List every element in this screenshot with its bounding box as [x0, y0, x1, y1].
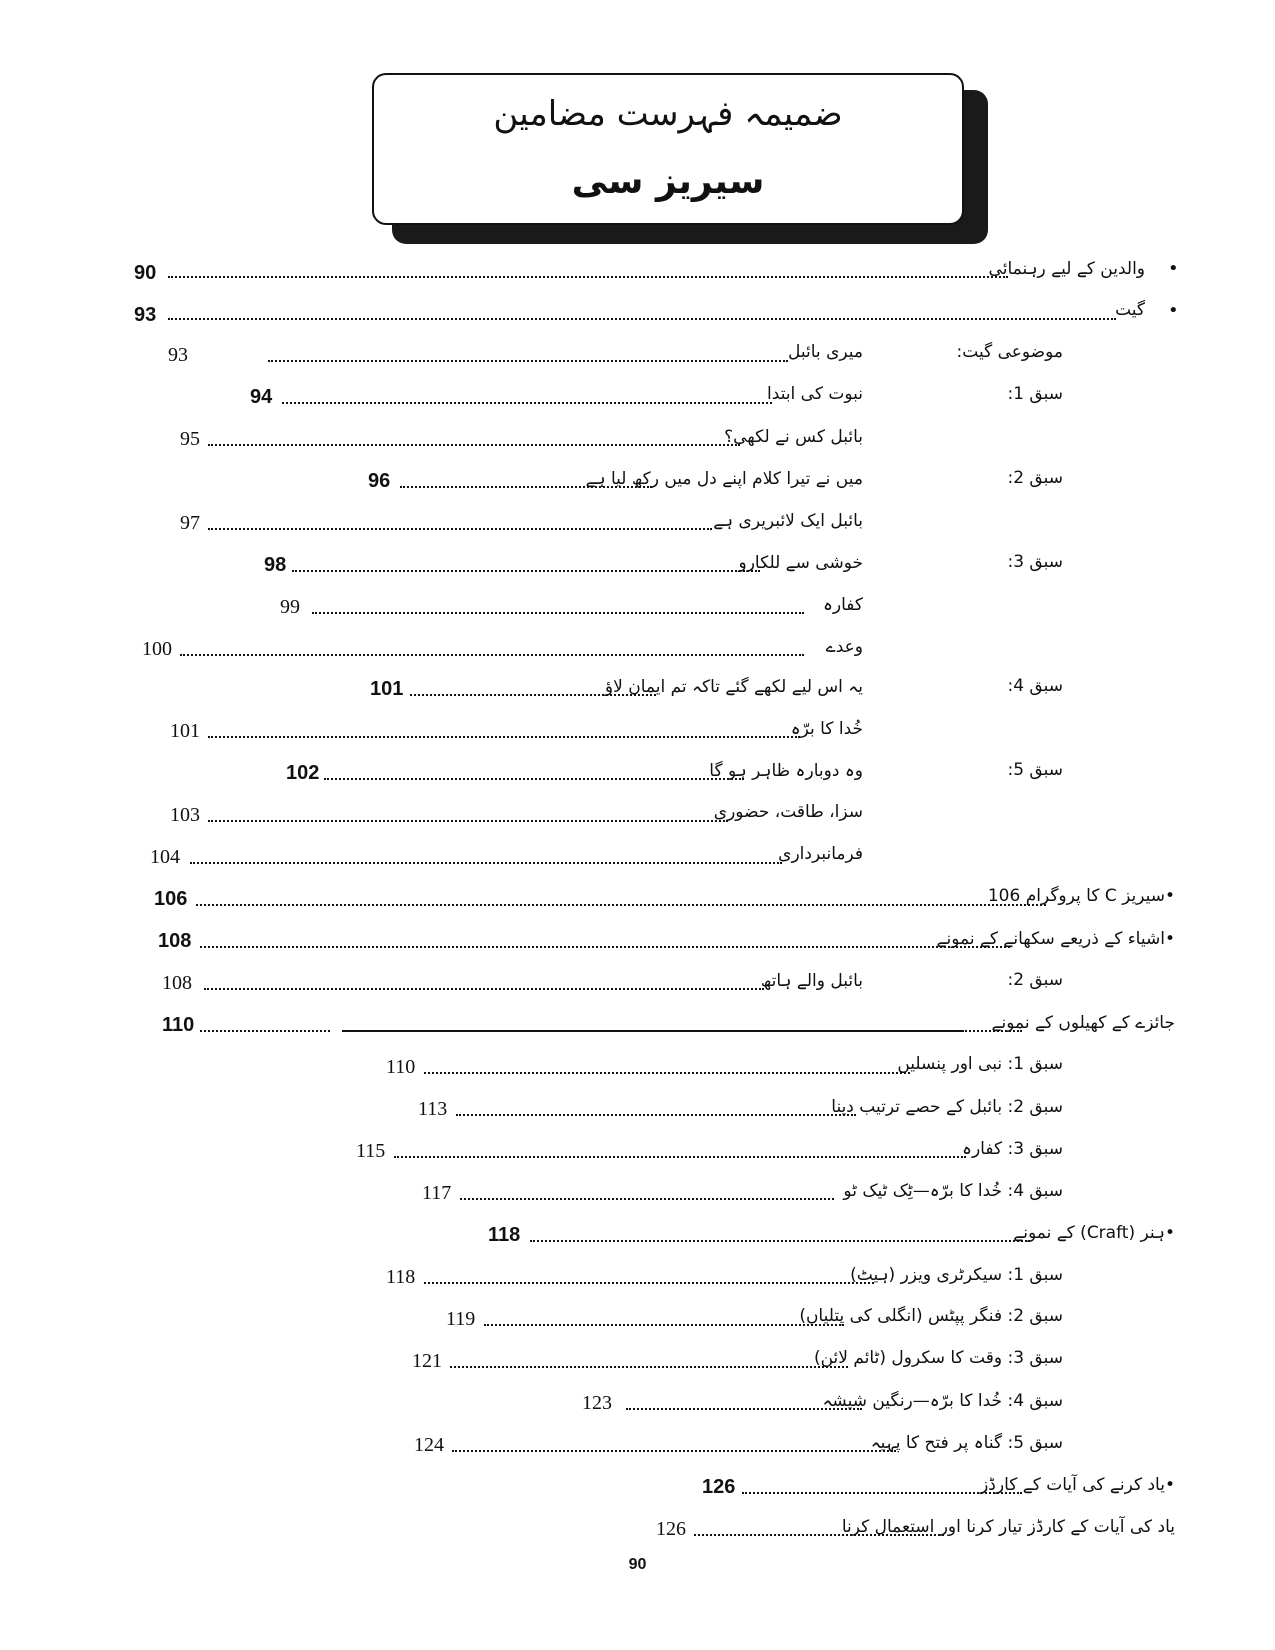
lesson-label: موضوعی گیت: — [956, 342, 1063, 362]
leader-dots — [394, 1156, 966, 1158]
page-number: 123 — [582, 1392, 612, 1414]
page-number: 93 — [134, 304, 157, 326]
entry-label: وہ دوبارہ ظاہر ہو گا — [709, 761, 863, 781]
entry-label: سبق 2: بائبل کے حصے ترتیب دینا — [831, 1097, 1063, 1117]
entry-label: سبق 1: سیکرٹری ویزر (ہیٹ) — [850, 1265, 1063, 1285]
entry-label: یاد کی آیات کے کارڈز تیار کرنا اور استعمال کرنا — [841, 1517, 1175, 1537]
page-number: 121 — [412, 1350, 442, 1372]
lesson-label: سبق 1: — [1007, 384, 1063, 404]
leader-dots — [196, 904, 1046, 906]
entry-label: سزا، طاقت، حضوری — [713, 802, 863, 822]
entry-label: یہ اس لیے لکھے گئے تاکہ تم ایمان لاؤ — [604, 677, 863, 697]
entry-label: •ہنر (Craft) کے نمونے — [1013, 1223, 1175, 1243]
page-number: 118 — [386, 1266, 416, 1288]
page-number: 97 — [180, 512, 200, 534]
page-number: 103 — [170, 804, 200, 826]
page-number: 101 — [170, 720, 200, 742]
leader-dots — [424, 1282, 874, 1284]
page-number: 98 — [264, 554, 287, 576]
page-number: 118 — [488, 1224, 521, 1246]
page-number: 104 — [150, 846, 180, 868]
leader-dots — [208, 444, 740, 446]
page-number: 101 — [370, 678, 404, 700]
page-number: 126 — [702, 1476, 736, 1498]
entry-label: •اشیاء کے ذریعے سکھانے کے نمونے — [936, 929, 1175, 949]
lesson-label: سبق 4: — [1007, 676, 1063, 696]
leader-dots — [410, 694, 656, 696]
leader-dots — [424, 1072, 910, 1074]
entry-label: سبق 1: نبی اور پنسلیں — [897, 1054, 1063, 1074]
page-number: 119 — [446, 1308, 476, 1330]
page-number: 95 — [180, 428, 200, 450]
entry-label: وعدے — [825, 637, 863, 657]
leader-dots — [962, 1030, 1022, 1032]
entry-label: بائبل ایک لائبریری ہے — [713, 511, 863, 531]
bullet-icon: • — [1168, 300, 1179, 321]
leader-dots — [626, 1408, 862, 1410]
lesson-label: سبق 5: — [1007, 760, 1063, 780]
page-number: 106 — [154, 888, 188, 910]
leader-dots — [530, 1240, 1030, 1242]
leader-dots — [742, 1492, 1022, 1494]
entry-label: •سیریز C کا پروگرام 106 — [987, 886, 1175, 906]
entry-label: سبق 3: کفارہ — [962, 1139, 1063, 1159]
leader-dots — [312, 612, 804, 614]
entry-label: سبق 2: فنگر پپٹس (انگلی کی پتلیاں) — [799, 1306, 1063, 1326]
leader-dots — [450, 1366, 848, 1368]
page-footer-number: 90 — [628, 1556, 647, 1573]
leader-dots — [208, 820, 728, 822]
entry-label: سبق 5: گناہ پر فتح کا پہیہ — [870, 1433, 1063, 1453]
leader-dots — [180, 654, 804, 656]
series-title: سیریز سی — [571, 161, 765, 202]
entry-label: بائبل والے ہاتھ — [760, 971, 863, 991]
leader-dots — [324, 778, 744, 780]
dash-line — [342, 1030, 962, 1032]
page-number: 108 — [158, 930, 192, 952]
page-number: 102 — [286, 762, 320, 784]
leader-dots — [694, 1534, 944, 1536]
entry-label: سبق 4: خُدا کا برّہ—ٹِک ٹیک ٹو — [843, 1181, 1063, 1201]
entry-label: میں نے تیرا کلام اپنے دل میں رکھ لیا ہے — [585, 469, 863, 489]
leader-dots — [200, 1030, 330, 1032]
leader-dots — [292, 570, 760, 572]
leader-dots — [460, 1198, 834, 1200]
leader-dots — [400, 486, 652, 488]
lesson-label: سبق 3: — [1007, 552, 1063, 572]
page-number: 90 — [134, 262, 157, 284]
page-number: 126 — [656, 1518, 686, 1540]
page-number: 100 — [142, 638, 172, 660]
entry-label: فرمانبرداری — [778, 844, 863, 864]
entry-label: گیت — [1115, 300, 1145, 320]
leader-dots — [200, 946, 1010, 948]
lesson-label: سبق 2: — [1007, 970, 1063, 990]
entry-label: خوشی سے للکارو — [738, 553, 863, 573]
page-number: 96 — [368, 470, 391, 492]
leader-dots — [190, 862, 782, 864]
leader-dots — [456, 1114, 856, 1116]
page-number: 124 — [414, 1434, 444, 1456]
lesson-label: سبق 2: — [1007, 468, 1063, 488]
leader-dots — [282, 402, 772, 404]
leader-dots — [484, 1324, 844, 1326]
entry-label: •یاد کرنے کی آیات کے کارڈز — [980, 1475, 1175, 1495]
leader-dots — [452, 1450, 896, 1452]
page-number: 110 — [162, 1014, 195, 1036]
page-number: 115 — [356, 1140, 386, 1162]
entry-label: میری بائبل — [788, 342, 863, 362]
entry-label: سبق 4: خُدا کا برّہ—رنگین شیشہ — [822, 1391, 1063, 1411]
entry-label: نبوت کی ابتدا — [767, 384, 863, 404]
entry-label: بائبل کس نے لکھی؟ — [724, 427, 863, 447]
entry-label: سبق 3: وقت کا سکرول (ٹائم لائن) — [813, 1348, 1063, 1368]
leader-dots — [168, 318, 1116, 320]
leader-dots — [208, 528, 712, 530]
page-number: 113 — [418, 1098, 448, 1120]
page-number: 93 — [168, 344, 188, 366]
entry-label: جائزے کے کھیلوں کے نمونے — [991, 1013, 1175, 1033]
leader-dots — [208, 736, 800, 738]
leader-dots — [268, 360, 788, 362]
page-number: 117 — [422, 1182, 452, 1204]
entry-label: کفارہ — [822, 595, 863, 615]
entry-label: والدین کے لیے رہنمائی — [988, 259, 1145, 279]
page-number: 108 — [162, 972, 192, 994]
page-number: 110 — [386, 1056, 416, 1078]
appendix-title: ضمیمہ فہرست مضامین — [493, 94, 843, 134]
title-box — [372, 73, 964, 225]
entry-label: خُدا کا برّہ — [790, 719, 863, 739]
bullet-icon: • — [1168, 258, 1179, 279]
page-number: 99 — [280, 596, 300, 618]
leader-dots — [168, 276, 1008, 278]
leader-dots — [204, 988, 764, 990]
page-number: 94 — [250, 386, 273, 408]
